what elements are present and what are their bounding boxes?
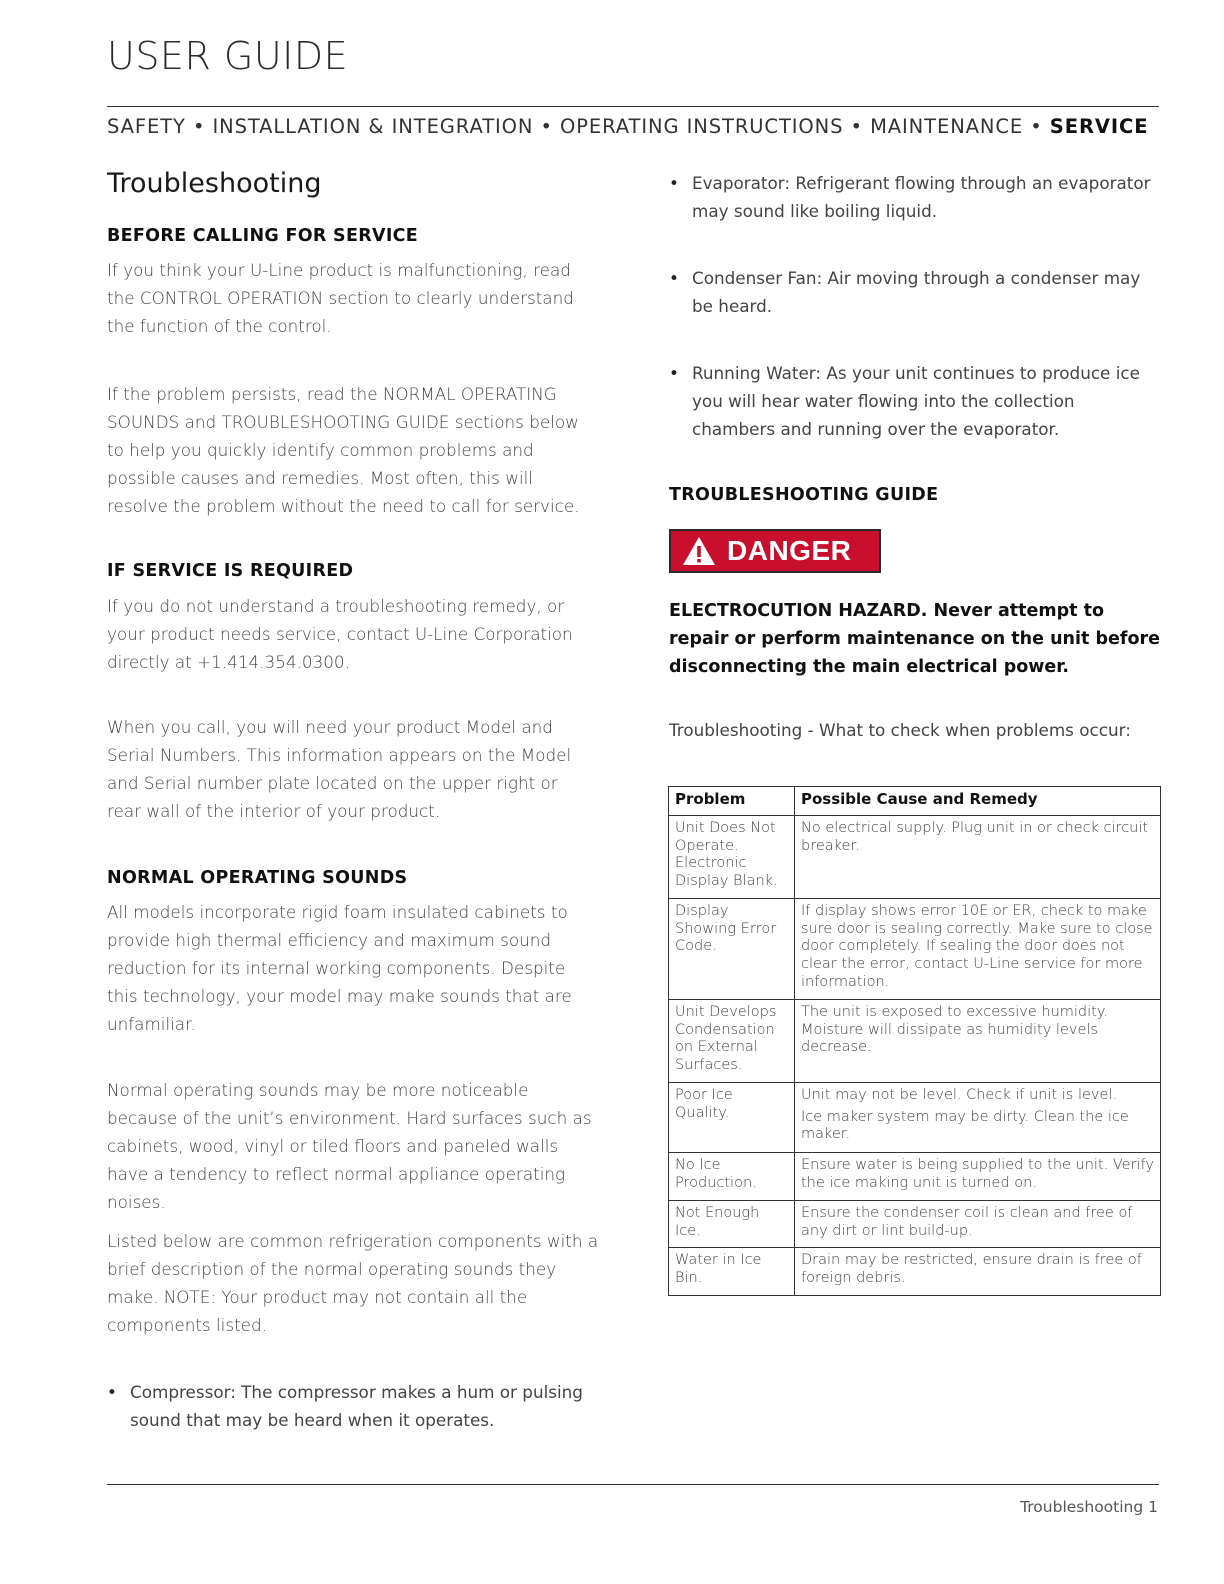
remedy-cell: Ensure the condenser coil is clean and free of any dirt or lint build-up. — [795, 1200, 1161, 1247]
sounds-paragraph-3: Listed below are common refrigeration components with a brief description of the normal operating sounds they make. NOTE: Your product may not contain all the components listed. — [107, 1231, 599, 1335]
before-calling-paragraph-1: If you think your U-Line product is malfunctioning, read the CONTROL OPERATION section to clearly understand the function of the control. — [107, 260, 574, 336]
service-required-title: IF SERVICE IS REQUIRED — [107, 561, 354, 581]
danger-label — [669, 529, 881, 573]
guide-title: TROUBLESHOOTING GUIDE — [669, 485, 939, 505]
section-heading: Troubleshooting — [107, 168, 322, 199]
remedy-line: Ice maker system may be dirty. Clean the ice maker. — [801, 1108, 1129, 1143]
bullet-compressor — [107, 1378, 599, 1434]
table-intro: Troubleshooting - What to check when problems occur: — [669, 720, 1131, 740]
nav-item-service[interactable]: SERVICE — [1049, 115, 1149, 138]
header-divider — [107, 106, 1159, 107]
remedy-line: Unit may not be level. Check if unit is level. — [801, 1086, 1118, 1103]
nav-separator: • — [850, 115, 863, 138]
bullet-compressor-text: Compressor: The compressor makes a hum or pulsing sound that may be heard when it operates. — [130, 1382, 583, 1430]
footer-divider — [107, 1484, 1159, 1485]
bullet-evaporator — [669, 169, 1161, 225]
column-header-problem: Problem — [669, 787, 795, 816]
before-calling-title: BEFORE CALLING FOR SERVICE — [107, 226, 419, 246]
nav-item-installation[interactable]: INSTALLATION & INTEGRATION — [212, 115, 534, 138]
table-row — [669, 815, 1161, 898]
bullet-dot: • — [107, 1382, 117, 1402]
table-row — [669, 1247, 1161, 1295]
nav-item-maintenance[interactable]: MAINTENANCE — [870, 115, 1024, 138]
problem-cell: Poor Ice Quality. — [669, 1082, 795, 1152]
page-title: USER GUIDE — [107, 34, 349, 78]
problem-cell: Water in Ice Bin. — [669, 1247, 795, 1295]
problem-cell: Display Showing Error Code. — [669, 898, 795, 999]
bullet-running-water — [669, 359, 1161, 443]
problem-cell: No Ice Production. — [669, 1152, 795, 1200]
remedy-cell: Drain may be restricted, ensure drain is free of foreign debris. — [795, 1247, 1161, 1295]
bullet-dot: • — [669, 363, 679, 383]
sounds-paragraph-1: All models incorporate rigid foam insulated cabinets to provide high thermal efficiency and maximum sound reduction for its internal working components. Despite this technology, your model may make sounds that are unfamiliar. — [107, 902, 572, 1034]
bullet-dot: • — [669, 173, 679, 193]
danger-word: DANGER — [727, 535, 852, 566]
sounds-title: NORMAL OPERATING SOUNDS — [107, 868, 408, 888]
remedy-cell: Ensure water is being supplied to the unit. Verify the ice making unit is turned on. — [795, 1152, 1161, 1200]
nav-separator: • — [1030, 115, 1043, 138]
remedy-cell — [795, 1082, 1161, 1152]
bullet-condenser-fan-text: Condenser Fan: Air moving through a condenser may be heard. — [692, 268, 1141, 316]
electrocution-hazard-warning: ELECTROCUTION HAZARD. Never attempt to repair or perform maintenance on the unit before disconnecting the main electrical power. — [669, 601, 1160, 677]
bullet-evaporator-text: Evaporator: Refrigerant flowing through an evaporator may sound like boiling liquid. — [692, 173, 1151, 221]
remedy-cell: The unit is exposed to excessive humidity. Moisture will dissipate as humidity levels decrease. — [795, 999, 1161, 1082]
warning-triangle-icon — [682, 536, 716, 566]
nav-item-safety[interactable]: SAFETY — [107, 115, 186, 138]
page-footer-label: Troubleshooting 1 — [1020, 1498, 1158, 1516]
table-row — [669, 1152, 1161, 1200]
table-header-row — [669, 787, 1161, 816]
table-row — [669, 1082, 1161, 1152]
remedy-cell: No electrical supply. Plug unit in or check circuit breaker. — [795, 815, 1161, 898]
problem-cell: Unit Develops Condensation on External Surfaces. — [669, 999, 795, 1082]
sounds-paragraph-2: Normal operating sounds may be more noticeable because of the unit’s environment. Hard surfaces such as cabinets, wood, vinyl or tiled floors and paneled walls have a tendency to reflect normal appliance operating noises. — [107, 1080, 592, 1212]
remedy-cell: If display shows error 10E or ER, check to make sure door is sealing correctly. Make sure to close door completely. If sealing the door does not clear the error, contact U-Line service for more information. — [795, 898, 1161, 999]
table-row — [669, 999, 1161, 1082]
column-header-remedy: Possible Cause and Remedy — [795, 787, 1161, 816]
bullet-condenser-fan — [669, 264, 1161, 320]
bullet-running-water-text: Running Water: As your unit continues to produce ice you will hear water flowing into the collection chambers and running over the evaporator. — [692, 363, 1140, 439]
problem-cell: Not Enough Ice. — [669, 1200, 795, 1247]
nav-item-operating-instructions[interactable]: OPERATING INSTRUCTIONS — [560, 115, 844, 138]
table-row — [669, 898, 1161, 999]
nav-separator: • — [192, 115, 206, 138]
table-row — [669, 1200, 1161, 1247]
service-required-paragraph-2: When you call, you will need your product Model and Serial Numbers. This information appears on the Model and Serial number plate located on the upper right or rear wall of the interior of your product. — [107, 717, 572, 821]
troubleshooting-table — [668, 786, 1161, 1296]
section-nav — [107, 115, 1159, 138]
problem-cell: Unit Does Not Operate. Electronic Display Blank. — [669, 815, 795, 898]
before-calling-paragraph-2: If the problem persists, read the NORMAL OPERATING SOUNDS and TROUBLESHOOTING GUIDE sections below to help you quickly identify common problems and possible causes and remedies. Most often, this will resolve the problem without the need to call for service. — [107, 384, 580, 516]
nav-separator: • — [540, 115, 553, 138]
bullet-dot: • — [669, 268, 679, 288]
service-required-paragraph-1: If you do not understand a troubleshooting remedy, or your product needs service, contact U-Line Corporation directly at +1.414.354.0300. — [107, 596, 573, 672]
